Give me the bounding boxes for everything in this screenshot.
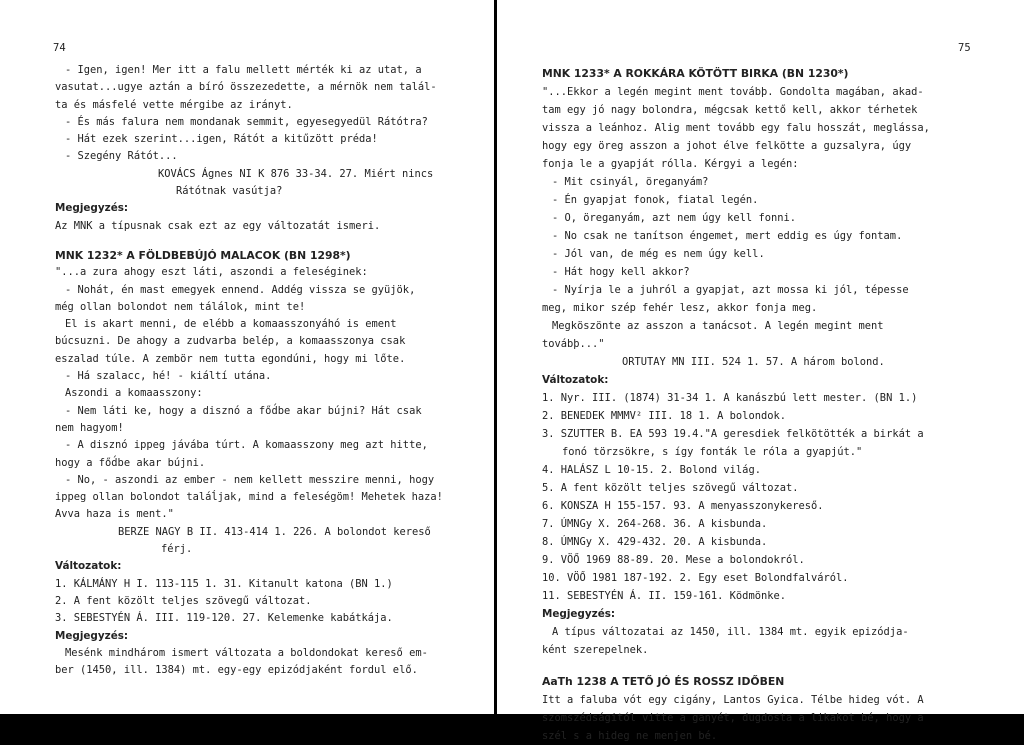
text-line: szél s a hideg ne menjen bé. — [542, 730, 718, 742]
right-page — [497, 0, 1024, 742]
text-line: ber (1450, ill. 1384) mt. egy-egy epizódjaként fordul elő. — [55, 664, 418, 677]
text-line: - Én gyapjat fonok, fiatal legén. — [552, 194, 759, 206]
text-line: ippeg ollan bolondot taláĺjak, mind a feleségöm! Mehetek haza! — [55, 491, 443, 504]
text-line: "...a zura ahogy eszt láti, aszondi a feleséginek: — [55, 266, 368, 279]
text-line: szomszédságitól vitte a ganyét, dugdosta a likakot bé, hogy a — [542, 712, 924, 724]
variant-item: 4. HALÁSZ L 10-15. 2. Bolond világ. — [542, 464, 761, 476]
text-line: - No, - aszondi az ember - nem kellett messzire menni, hogy — [65, 473, 435, 486]
text-line: búcsuzni. De ahogy a zudvarba belép, a komaasszonya csak — [55, 335, 406, 348]
text-line: ta és másfelé vette mérgibe az irányt. — [55, 98, 293, 111]
text-line: "...Ekkor a legén megint ment továbþ. Gondolta magában, akad- — [542, 86, 924, 98]
text-line: eszalad túle. A zembör nem tutta egondúni, hogy mi lőte. — [55, 352, 406, 365]
text-line: meg, mikor szép fehér lesz, akkor fonja meg. — [542, 302, 818, 314]
page-number: 74 — [53, 42, 66, 54]
text-line: Mesénk mindhárom ismert változata a boldondokat kereső em- — [65, 646, 428, 659]
variant-item: 5. A fent közölt teljes szövegű változat. — [542, 482, 799, 494]
text-line: - No csak ne tanítson éngemet, mert eddig es úgy fontam. — [552, 230, 903, 242]
page-number: 75 — [958, 42, 971, 54]
variants-heading: Változatok: — [55, 560, 122, 573]
text-line: - Hát hogy kell akkor? — [552, 266, 690, 278]
source-citation: férj. — [161, 543, 193, 556]
text-line: - Szegény Rátót... — [65, 150, 178, 163]
text-line: ként szerepelnek. — [542, 644, 649, 656]
note-heading: Megjegyzés: — [55, 202, 129, 215]
text-line: - Há szalacc, hé! - kiáltí utána. — [65, 370, 272, 383]
right-text-column — [542, 65, 982, 745]
variant-item: 1. KÁLMÁNY H I. 113-115 1. 31. Kitanult katona (BN 1.) — [55, 577, 393, 590]
note-heading: Megjegyzés: — [542, 608, 616, 620]
variant-item: 2. BENEDEK MMMV² III. 18 1. A bolondok. — [542, 410, 786, 422]
text-line: - Hát ezek szerint...igen, Rátót a kitűzött préda! — [65, 133, 378, 146]
text-line: hogy egy öreg asszon a johot élve felkötte a guzsalyra, úgy — [542, 140, 912, 152]
text-line: Az MNK a típusnak csak ezt az egy változatát ismeri. — [55, 219, 381, 232]
variants-heading: Változatok: — [542, 374, 609, 386]
variant-item: 9. VÖŐ 1969 88-89. 20. Mese a bolondokról. — [542, 554, 805, 566]
text-line: Megköszönte az asszon a tanácsot. A legén megint ment — [552, 320, 884, 332]
text-line: tam egy jó nagy bolondra, mégcsak kettő kell, akkor térhetek — [542, 104, 918, 116]
text-line: fonja le a gyapját rólla. Kérgyi a legén: — [542, 158, 799, 170]
text-line: El is akart menni, de elébb a komaasszonyáhó is ement — [65, 318, 397, 331]
text-line: - O, öreganyám, azt nem úgy kell fonni. — [552, 212, 796, 224]
text-line: még ollan bolondot nem tálálok, mint te! — [55, 300, 306, 313]
text-line: nem hagyom! — [55, 421, 124, 434]
variant-item: 8. ÚMNGy X. 429-432. 20. A kisbunda. — [542, 536, 768, 548]
text-line: A típus változatai az 1450, ill. 1384 mt. egyik epizódja- — [552, 626, 909, 638]
left-text-column — [55, 62, 475, 679]
note-heading: Megjegyzés: — [55, 629, 129, 642]
variant-item: 11. SEBESTYÉN Á. II. 159-161. Ködmönke. — [542, 590, 786, 602]
source-citation: BERZE NAGY B II. 413-414 1. 226. A bolondot kereső — [118, 525, 431, 538]
variant-item: 3. SZUTTER B. EA 593 19.4."A geresdiek felkötötték a birkát a — [542, 428, 924, 440]
variant-item: 2. A fent közölt teljes szövegű változat. — [55, 594, 312, 607]
text-line: - Nohát, én mast emegyek ennend. Addég vissza se gyüjök, — [65, 283, 416, 296]
variant-item: 6. KONSZA H 155-157. 93. A menyasszonykereső. — [542, 500, 824, 512]
source-citation: ORTUTAY MN III. 524 1. 57. A három bolond. — [622, 356, 885, 368]
variant-item: 10. VÖŐ 1981 187-192. 2. Egy eset Bolondfalváról. — [542, 572, 849, 584]
text-line: Avva haza is ment." — [55, 508, 174, 521]
tale-heading: MNK 1232* A FÖLDBEBÚJÓ MALACOK (BN 1298*) — [55, 248, 351, 262]
text-line: - A disznó ippeg jávába túrt. A komaasszony meg azt hitte, — [65, 439, 428, 452]
text-line: - És más falura nem mondanak semmit, egyesegyedül Rátótra? — [65, 115, 428, 128]
text-line: - Igen, igen! Mer itt a falu mellett mérték ki az utat, a — [65, 64, 422, 76]
text-line: vasutat...ugye aztán a bíró összezedette, a mérnök nem talál- — [55, 81, 437, 94]
source-citation: KOVÁCS Ágnes NI K 876 33-34. 27. Miért nincs — [158, 167, 434, 180]
variant-item: 1. Nyr. III. (1874) 31-34 1. A kanászbú lett mester. (BN 1.) — [542, 392, 918, 404]
text-line: - Mit csinyál, öreganyám? — [552, 176, 709, 188]
text-line: hogy a főd́be akar bújni. — [55, 456, 206, 469]
variant-item-continuation: fonó törzsökre, s így fonták le róla a gyapjút." — [562, 446, 863, 458]
text-line: - Nyírja le a juhról a gyapjat, azt mossa ki jól, tépesse — [552, 284, 909, 296]
variant-item: 3. SEBESTYÉN Á. III. 119-120. 27. Kelemenke kabátkája. — [55, 612, 393, 625]
text-line: - Jól van, de még es nem úgy kell. — [552, 248, 765, 260]
text-line: Itt a faluba vót egy cigány, Lantos Gyica. Télbe hideg vót. A — [542, 694, 924, 706]
text-line: továbþ..." — [542, 338, 605, 350]
text-line: Aszondi a komaasszony: — [65, 387, 203, 400]
left-page — [0, 0, 494, 714]
source-citation: Rátótnak vasútja? — [176, 185, 283, 198]
text-line: vissza a leánhoz. Alig ment tovább egy falu hosszát, meglássa, — [542, 122, 930, 134]
tale-heading: AaTh 1238 A TETŐ JÓ ÉS ROSSZ IDŐBEN — [542, 675, 785, 688]
tale-heading: MNK 1233* A ROKKÁRA KÖTÖTT BIRKA (BN 1230*) — [542, 67, 849, 80]
variant-item: 7. ÚMNGy X. 264-268. 36. A kisbunda. — [542, 518, 768, 530]
text-line: - Nem láti ke, hogy a disznó a főd́be akar bújni? Hát csak — [65, 404, 422, 417]
